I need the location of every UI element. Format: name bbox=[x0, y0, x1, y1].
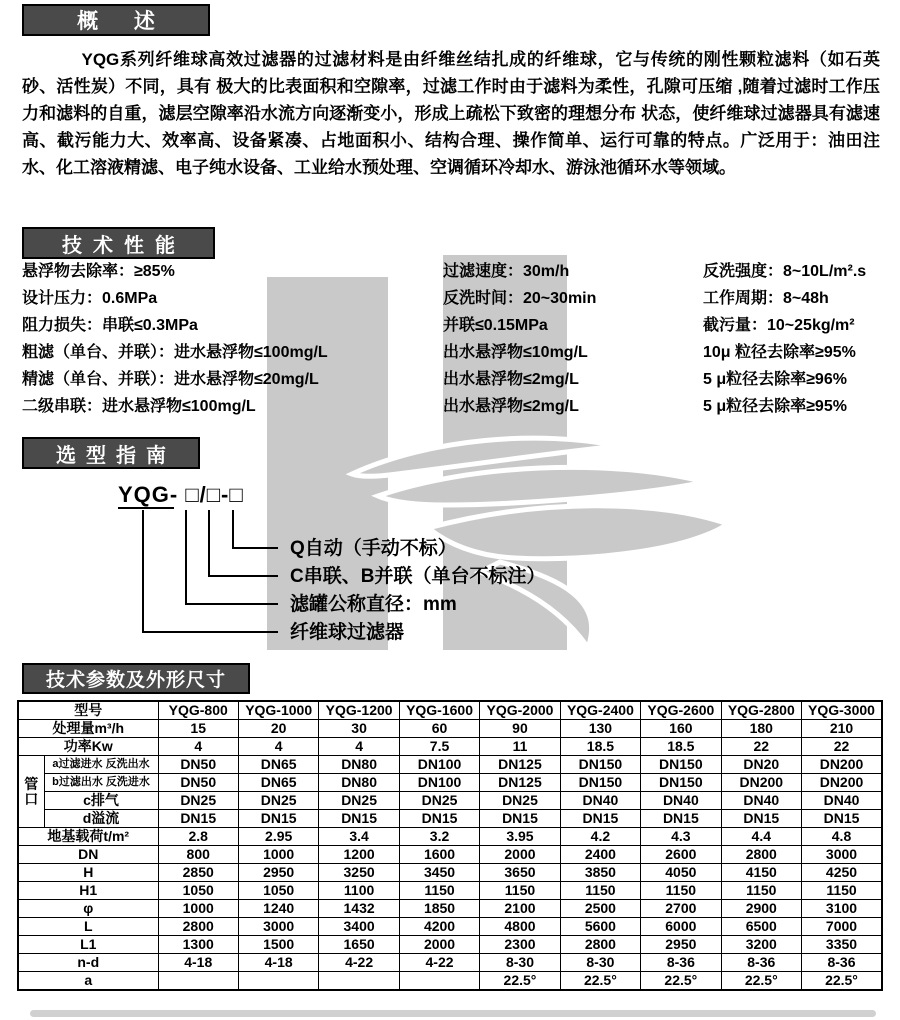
table-row-label: 处理量m³/h bbox=[18, 720, 158, 738]
table-cell: 2800 bbox=[158, 918, 238, 936]
table-cell: 130 bbox=[560, 720, 640, 738]
table-row bbox=[18, 846, 882, 864]
table-header-cell: YQG-2600 bbox=[641, 701, 721, 720]
table-cell: 4-22 bbox=[319, 954, 399, 972]
spec-line: 5 μ粒径去除率≥95% bbox=[703, 398, 847, 415]
table-cell: 1500 bbox=[238, 936, 318, 954]
table-cell: 1150 bbox=[560, 882, 640, 900]
section-header-overview bbox=[22, 4, 210, 36]
table-cell: 3.4 bbox=[319, 828, 399, 846]
connector-line bbox=[232, 510, 278, 549]
table-cell: DN15 bbox=[721, 810, 801, 828]
table-row bbox=[18, 756, 882, 774]
table-row-label: H bbox=[18, 864, 158, 882]
spec-line: 出水悬浮物≤2mg/L bbox=[443, 371, 579, 388]
table-cell bbox=[158, 972, 238, 991]
table-row-label: 地基载荷t/m² bbox=[18, 828, 158, 846]
spec-line: 出水悬浮物≤10mg/L bbox=[443, 344, 588, 361]
table-cell: 2950 bbox=[238, 864, 318, 882]
table-header-cell: YQG-2400 bbox=[560, 701, 640, 720]
table-row bbox=[18, 954, 882, 972]
table-cell: 1200 bbox=[319, 846, 399, 864]
model-callout-label: C串联、B并联（单台不标注） bbox=[290, 566, 546, 587]
table-row-label: H1 bbox=[18, 882, 158, 900]
section-title: 技术性能 bbox=[62, 234, 186, 257]
table-cell: 3100 bbox=[802, 900, 883, 918]
table-cell: DN15 bbox=[319, 810, 399, 828]
table-row bbox=[18, 810, 882, 828]
section-title: 选型指南 bbox=[56, 444, 176, 467]
table-cell: DN65 bbox=[238, 756, 318, 774]
table-cell: DN15 bbox=[480, 810, 560, 828]
table-cell: 8-30 bbox=[480, 954, 560, 972]
table-row-label: L1 bbox=[18, 936, 158, 954]
table-cell: 1150 bbox=[721, 882, 801, 900]
table-row-label: 功率Kw bbox=[18, 738, 158, 756]
table-cell: 1050 bbox=[158, 882, 238, 900]
table-cell: DN150 bbox=[641, 756, 721, 774]
table-row bbox=[18, 864, 882, 882]
section-header-parameters bbox=[22, 663, 250, 694]
table-cell: 1000 bbox=[238, 846, 318, 864]
table-cell: DN125 bbox=[480, 774, 560, 792]
table-row-label: a bbox=[18, 972, 158, 991]
table-cell: 22.5° bbox=[802, 972, 883, 991]
table-cell: 4-22 bbox=[399, 954, 479, 972]
table-header-cell: YQG-800 bbox=[158, 701, 238, 720]
table-cell: 2300 bbox=[480, 936, 560, 954]
table-cell: 30 bbox=[319, 720, 399, 738]
table-cell bbox=[319, 972, 399, 991]
table-cell: 20 bbox=[238, 720, 318, 738]
table-row bbox=[18, 936, 882, 954]
model-callout-label: Q自动（手动不标） bbox=[290, 538, 457, 559]
table-row bbox=[18, 774, 882, 792]
table-cell: 4.3 bbox=[641, 828, 721, 846]
table-cell: DN40 bbox=[641, 792, 721, 810]
table-cell: DN25 bbox=[158, 792, 238, 810]
table-cell: 6500 bbox=[721, 918, 801, 936]
table-row bbox=[18, 900, 882, 918]
table-cell: 1150 bbox=[641, 882, 721, 900]
table-cell: 1150 bbox=[802, 882, 883, 900]
table-cell: 3.95 bbox=[480, 828, 560, 846]
table-cell: 4-18 bbox=[238, 954, 318, 972]
spec-line: 并联≤0.15MPa bbox=[443, 317, 548, 334]
table-cell: 1650 bbox=[319, 936, 399, 954]
table-cell: 3450 bbox=[399, 864, 479, 882]
table-cell: 2900 bbox=[721, 900, 801, 918]
table-header-row bbox=[18, 701, 882, 720]
spec-line: 精滤（单台、并联）：进水悬浮物≤20mg/L bbox=[22, 371, 319, 388]
spec-line: 设计压力：0.6MPa bbox=[22, 290, 158, 307]
table-cell: DN150 bbox=[560, 774, 640, 792]
spec-line: 出水悬浮物≤2mg/L bbox=[443, 398, 579, 415]
table-cell: 1600 bbox=[399, 846, 479, 864]
table-cell: 8-36 bbox=[641, 954, 721, 972]
table-cell: 1050 bbox=[238, 882, 318, 900]
table-cell: 800 bbox=[158, 846, 238, 864]
table-row bbox=[18, 828, 882, 846]
spec-line: 截污量：10~25kg/m² bbox=[703, 317, 855, 334]
table-header-cell: YQG-3000 bbox=[802, 701, 883, 720]
table-cell: DN15 bbox=[158, 810, 238, 828]
table-header-cell: YQG-2800 bbox=[721, 701, 801, 720]
spec-line: 悬浮物去除率：≥85% bbox=[22, 263, 175, 280]
table-cell: 2600 bbox=[641, 846, 721, 864]
table-cell: 22.5° bbox=[721, 972, 801, 991]
table-row bbox=[18, 882, 882, 900]
table-row-label: a过滤进水 反洗出水 bbox=[44, 756, 158, 774]
model-code-underline bbox=[118, 507, 174, 509]
table-cell: DN25 bbox=[238, 792, 318, 810]
table-cell: 2100 bbox=[480, 900, 560, 918]
model-callout-label: 纤维球过滤器 bbox=[290, 622, 405, 643]
table-header-label: 型号 bbox=[18, 701, 158, 720]
table-header-cell: YQG-1200 bbox=[319, 701, 399, 720]
table-cell: 7.5 bbox=[399, 738, 479, 756]
table-cell: 2.95 bbox=[238, 828, 318, 846]
table-cell: 22.5° bbox=[480, 972, 560, 991]
table-row bbox=[18, 918, 882, 936]
table-cell: 3650 bbox=[480, 864, 560, 882]
table-cell: DN25 bbox=[399, 792, 479, 810]
table-cell: 18.5 bbox=[641, 738, 721, 756]
spec-line: 阻力损失：串联≤0.3MPa bbox=[22, 317, 198, 334]
table-cell: 2000 bbox=[480, 846, 560, 864]
table-cell: 15 bbox=[158, 720, 238, 738]
table-cell: DN100 bbox=[399, 774, 479, 792]
table-cell: DN125 bbox=[480, 756, 560, 774]
table-cell: 4-18 bbox=[158, 954, 238, 972]
table-cell: 1300 bbox=[158, 936, 238, 954]
table-cell: 3850 bbox=[560, 864, 640, 882]
section-header-selection bbox=[22, 437, 200, 469]
table-cell: DN25 bbox=[480, 792, 560, 810]
table-cell: 2800 bbox=[721, 846, 801, 864]
spec-line: 10μ 粒径去除率≥95% bbox=[703, 344, 856, 361]
model-code: YQG- □/□-□ bbox=[118, 482, 244, 507]
table-cell: DN40 bbox=[721, 792, 801, 810]
table-cell: 18.5 bbox=[560, 738, 640, 756]
table-cell: 4800 bbox=[480, 918, 560, 936]
section-header-performance bbox=[22, 227, 215, 259]
table-cell: 4150 bbox=[721, 864, 801, 882]
table-cell: 4200 bbox=[399, 918, 479, 936]
table-cell: DN200 bbox=[802, 756, 883, 774]
table-cell: DN80 bbox=[319, 756, 399, 774]
table-cell: 5600 bbox=[560, 918, 640, 936]
table-cell bbox=[238, 972, 318, 991]
table-row bbox=[18, 738, 882, 756]
table-cell: 22 bbox=[802, 738, 883, 756]
table-cell: 2.8 bbox=[158, 828, 238, 846]
table-row-label: b过滤出水 反洗进水 bbox=[44, 774, 158, 792]
table-cell: DN80 bbox=[319, 774, 399, 792]
table-cell: 1100 bbox=[319, 882, 399, 900]
table-row-label: L bbox=[18, 918, 158, 936]
table-cell: 1150 bbox=[480, 882, 560, 900]
table-cell: 6000 bbox=[641, 918, 721, 936]
table-cell: 3000 bbox=[802, 846, 883, 864]
table-cell: 2500 bbox=[560, 900, 640, 918]
table-cell: 1150 bbox=[399, 882, 479, 900]
table-cell: 3400 bbox=[319, 918, 399, 936]
table-cell: 3200 bbox=[721, 936, 801, 954]
performance-column-1 bbox=[22, 258, 328, 420]
table-cell: DN15 bbox=[802, 810, 883, 828]
table-cell: 1000 bbox=[158, 900, 238, 918]
table-row-label: n-d bbox=[18, 954, 158, 972]
table-cell: 2400 bbox=[560, 846, 640, 864]
table-header-cell: YQG-1600 bbox=[399, 701, 479, 720]
table-cell: DN15 bbox=[399, 810, 479, 828]
table-cell: 60 bbox=[399, 720, 479, 738]
table-cell: 4050 bbox=[641, 864, 721, 882]
table-row bbox=[18, 792, 882, 810]
table-cell: 2950 bbox=[641, 936, 721, 954]
table-cell: 22.5° bbox=[560, 972, 640, 991]
spec-line: 粗滤（单台、并联）：进水悬浮物≤100mg/L bbox=[22, 344, 328, 361]
spec-line: 过滤速度：30m/h bbox=[443, 263, 570, 280]
table-cell: 2700 bbox=[641, 900, 721, 918]
table-cell bbox=[399, 972, 479, 991]
table-cell: 8-36 bbox=[721, 954, 801, 972]
table-cell: 210 bbox=[802, 720, 883, 738]
table-cell: 90 bbox=[480, 720, 560, 738]
table-cell: DN40 bbox=[560, 792, 640, 810]
spec-line: 5 μ粒径去除率≥96% bbox=[703, 371, 847, 388]
table-row-label: φ bbox=[18, 900, 158, 918]
spec-line: 工作周期：8~48h bbox=[703, 290, 829, 307]
section-title: 技术参数及外形尺寸 bbox=[45, 670, 226, 691]
table-header-cell: YQG-2000 bbox=[480, 701, 560, 720]
table-cell: 3.2 bbox=[399, 828, 479, 846]
table-cell: 2800 bbox=[560, 936, 640, 954]
spec-line: 二级串联：进水悬浮物≤100mg/L bbox=[22, 398, 256, 415]
table-cell: 3000 bbox=[238, 918, 318, 936]
table-cell: 11 bbox=[480, 738, 560, 756]
overview-paragraph: YQG系列纤维球高效过滤器的过滤材料是由纤维丝结扎成的纤维球，它与传统的刚性颗粒滤料（如石英砂、活性炭）不同，具有 极大的比表面积和空隙率，过滤工作时由于滤料为柔性，孔隙可压缩 ,随着过滤时工作压力和滤料的自重，滤层空隙率沿水流方向逐渐变小，形成上疏松下致密的理想分布 状态，使纤维球过滤器具有滤速高、截污能力大、效率高、设备紧凑、占地面积小、结构合理、操作简单、运行可靠的特点。广泛用于：油田注水、化工溶液精滤、电子纯水设备、工业给水预处理、空调循环冷却水、游泳池循环水等领域。 bbox=[22, 50, 880, 177]
table-cell: 4 bbox=[158, 738, 238, 756]
table-cell: 4.8 bbox=[802, 828, 883, 846]
table-cell: 4.4 bbox=[721, 828, 801, 846]
table-cell: 22 bbox=[721, 738, 801, 756]
spec-line: 反洗时间：20~30min bbox=[443, 290, 597, 307]
table-cell: DN15 bbox=[641, 810, 721, 828]
table-cell: DN15 bbox=[560, 810, 640, 828]
table-cell: DN50 bbox=[158, 756, 238, 774]
table-cell: 4250 bbox=[802, 864, 883, 882]
table-cell: DN20 bbox=[721, 756, 801, 774]
table-cell: 8-36 bbox=[802, 954, 883, 972]
scan-artifact bbox=[30, 1010, 876, 1017]
watermark-wing-middle bbox=[378, 467, 705, 505]
table-cell: 1850 bbox=[399, 900, 479, 918]
table-cell: 1432 bbox=[319, 900, 399, 918]
spec-line: 反洗强度：8~10L/m².s bbox=[703, 263, 867, 280]
table-cell: 22.5° bbox=[641, 972, 721, 991]
table-cell: 1240 bbox=[238, 900, 318, 918]
table-row-label: c排气 bbox=[44, 792, 158, 810]
table-cell: DN200 bbox=[721, 774, 801, 792]
table-cell: 4 bbox=[238, 738, 318, 756]
table-cell: 2000 bbox=[399, 936, 479, 954]
table-cell: 3250 bbox=[319, 864, 399, 882]
model-callout-label: 滤罐公称直径：mm bbox=[290, 594, 457, 615]
section-title: 概述 bbox=[77, 10, 191, 33]
table-cell: DN200 bbox=[802, 774, 883, 792]
table-row-label: DN bbox=[18, 846, 158, 864]
table-cell: 160 bbox=[641, 720, 721, 738]
params-table bbox=[17, 700, 883, 991]
table-cell: DN100 bbox=[399, 756, 479, 774]
table-cell: 4.2 bbox=[560, 828, 640, 846]
table-header-cell: YQG-1000 bbox=[238, 701, 318, 720]
table-cell: 180 bbox=[721, 720, 801, 738]
table-cell: 3350 bbox=[802, 936, 883, 954]
table-row bbox=[18, 720, 882, 738]
table-cell: DN150 bbox=[641, 774, 721, 792]
table-group-label: 管口 bbox=[18, 756, 44, 828]
table-cell: DN40 bbox=[802, 792, 883, 810]
table-cell: DN150 bbox=[560, 756, 640, 774]
table-row bbox=[18, 972, 882, 991]
table-cell: DN15 bbox=[238, 810, 318, 828]
performance-column-2 bbox=[443, 258, 596, 420]
params-table-tbody bbox=[18, 701, 882, 990]
table-cell: DN65 bbox=[238, 774, 318, 792]
table-cell: DN50 bbox=[158, 774, 238, 792]
table-cell: DN25 bbox=[319, 792, 399, 810]
table-cell: 7000 bbox=[802, 918, 883, 936]
table-cell: 4 bbox=[319, 738, 399, 756]
table-cell: 2850 bbox=[158, 864, 238, 882]
table-row-label: d溢流 bbox=[44, 810, 158, 828]
table-cell: 8-30 bbox=[560, 954, 640, 972]
performance-column-3 bbox=[703, 258, 866, 420]
